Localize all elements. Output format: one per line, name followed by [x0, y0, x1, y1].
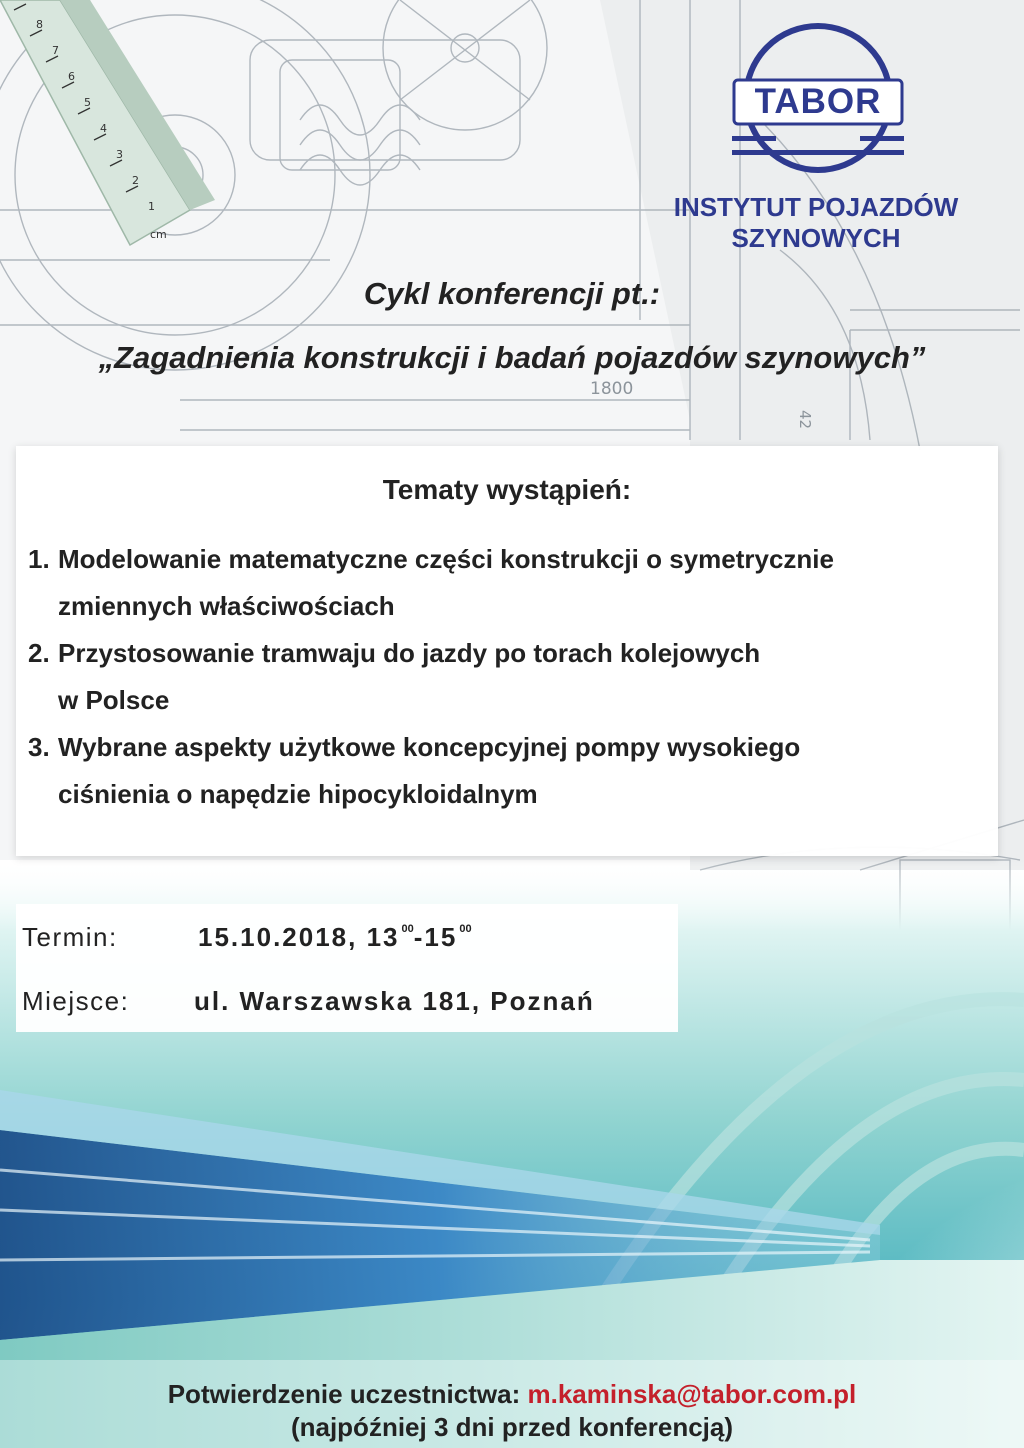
institute-name — [630, 192, 1002, 254]
place-value: ul. Warszawska 181, Poznań — [194, 986, 595, 1016]
topic-number: 2. — [28, 638, 50, 668]
series-label: Cykl konferencji pt.: — [363, 276, 661, 311]
confirmation-label: Potwierdzenie uczestnictwa: — [167, 1379, 521, 1409]
topics-heading: Tematy wystąpień: — [382, 474, 632, 505]
topic-text-line-1: Modelowanie matematyczne części konstrukcji o symetrycznie — [58, 544, 834, 574]
date-text: 15.10.2018, 13 — [198, 922, 400, 952]
svg-text:2: 2 — [132, 174, 139, 187]
confirmation-line — [0, 1378, 1024, 1411]
svg-text:7: 7 — [52, 44, 59, 57]
time-end-hour: -15 — [413, 922, 458, 952]
topic-number: 1. — [28, 544, 50, 574]
contact-email-link[interactable]: m.kaminska@tabor.com.pl — [527, 1379, 857, 1409]
time-end-minutes: 00 — [459, 923, 472, 935]
conference-title: „Zagadnienia konstrukcji i badań pojazdów szynowych” — [98, 340, 926, 375]
svg-text:3: 3 — [116, 148, 123, 161]
svg-text:1800: 1800 — [590, 379, 634, 399]
topic-item-3 — [28, 724, 988, 818]
svg-text:6: 6 — [68, 70, 75, 83]
tabor-logo — [728, 18, 908, 178]
topic-text-line-2: zmiennych właściwościach — [58, 591, 395, 621]
footer — [0, 1378, 1024, 1444]
deadline-note: (najpóźniej 3 dni przed konferencją) — [290, 1412, 734, 1442]
event-info-panel — [16, 904, 678, 1032]
date-label: Termin: — [22, 922, 118, 952]
time-start-minutes: 00 — [401, 923, 414, 935]
svg-text:4: 4 — [100, 122, 107, 135]
institute-line-2: SZYNOWYCH — [731, 223, 901, 253]
svg-text:5: 5 — [84, 96, 91, 109]
svg-text:8: 8 — [36, 18, 43, 31]
svg-text:1: 1 — [148, 200, 155, 213]
topic-number: 3. — [28, 732, 50, 762]
topic-text-line-1: Wybrane aspekty użytkowe koncepcyjnej pompy wysokiego — [58, 732, 801, 762]
svg-text:cm: cm — [150, 228, 167, 241]
institute-line-1: INSTYTUT POJAZDÓW — [673, 192, 959, 222]
topic-text-line-1: Przystosowanie tramwaju do jazdy po torach kolejowych — [58, 638, 761, 668]
topics-list — [28, 536, 988, 818]
topic-item-2 — [28, 630, 988, 724]
topics-panel — [16, 446, 998, 856]
place-label: Miejsce: — [22, 986, 130, 1016]
topic-text-line-2: ciśnienia o napędzie hipocykloidalnym — [58, 779, 538, 809]
topic-text-line-2: w Polsce — [58, 685, 170, 715]
date-value — [198, 922, 472, 953]
svg-text:42: 42 — [796, 410, 814, 430]
topic-item-1 — [28, 536, 988, 630]
logo-text: TABOR — [754, 82, 882, 121]
